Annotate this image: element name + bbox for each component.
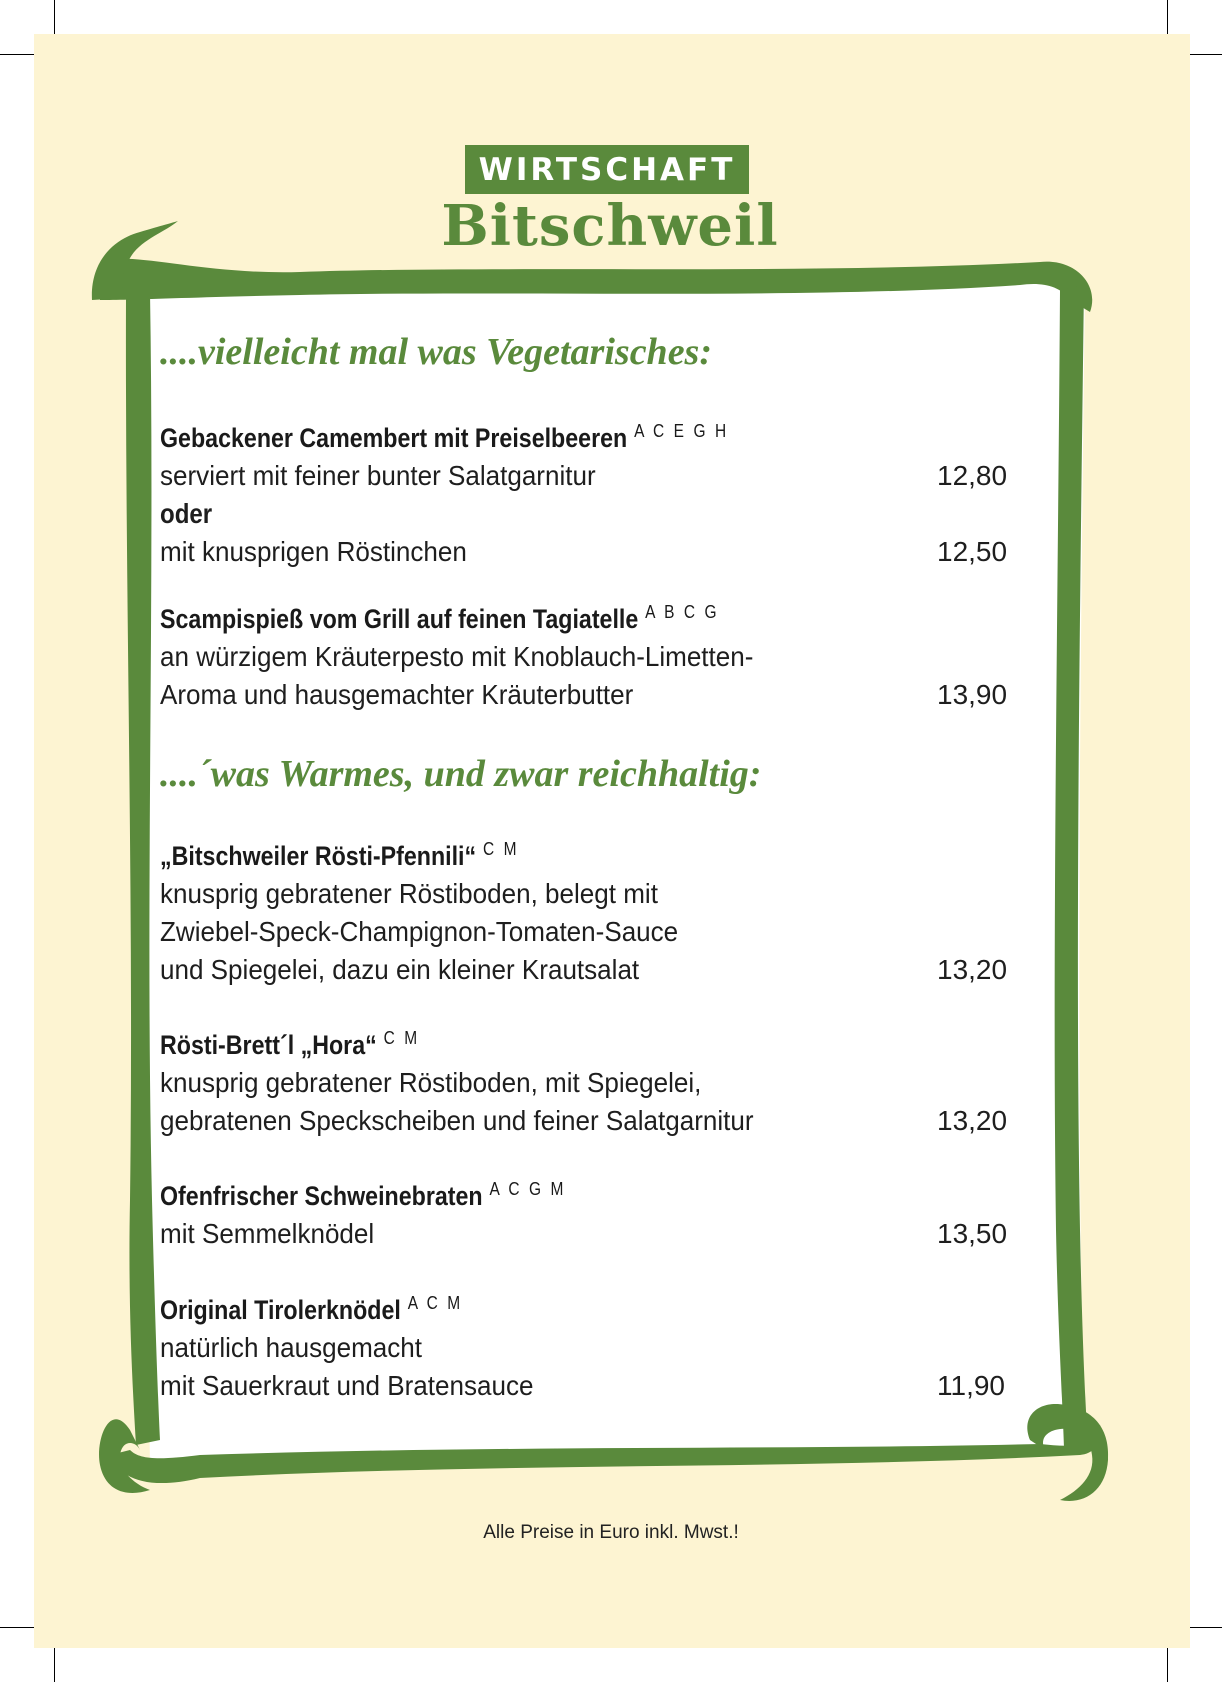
section-title-vegetarian: ....vielleicht mal was Vegetarisches: bbox=[160, 331, 713, 373]
menu-item-line bbox=[160, 638, 1020, 676]
menu-item-price: 13,20 bbox=[937, 954, 1008, 985]
menu-item-description: Aroma und hausgemachter Kräuterbutter bbox=[160, 679, 634, 710]
allergen-codes: A C E G H bbox=[634, 421, 729, 441]
menu-item-price: 11,90 bbox=[937, 1370, 1005, 1401]
price-footnote: Alle Preise in Euro inkl. Mwst.! bbox=[483, 1522, 739, 1543]
menu-item bbox=[160, 593, 1020, 714]
menu-item-title: „Bitschweiler Rösti-Pfennili“ bbox=[160, 841, 477, 871]
menu-item-name bbox=[160, 1284, 900, 1329]
menu-item-line bbox=[160, 913, 1020, 951]
allergen-codes: A B C G bbox=[645, 602, 720, 622]
menu-item-name bbox=[160, 1170, 900, 1215]
menu-item-title: Ofenfrischer Schweinebraten bbox=[160, 1181, 483, 1211]
menu-item-title: Scampispieß vom Grill auf feinen Tagiatelle bbox=[160, 604, 639, 634]
menu-item-line bbox=[160, 1102, 1020, 1140]
menu-item-description: mit Sauerkraut und Bratensauce bbox=[160, 1370, 534, 1401]
menu-item-line bbox=[160, 495, 1020, 533]
menu-item-description: mit knusprigen Röstinchen bbox=[160, 536, 467, 567]
menu-item-name bbox=[160, 593, 900, 638]
menu-item-line bbox=[160, 533, 1020, 571]
menu-item-price: 12,80 bbox=[937, 460, 1008, 491]
menu-item bbox=[160, 1284, 1020, 1405]
menu-item-description: mit Semmelknödel bbox=[160, 1218, 375, 1249]
menu-item bbox=[160, 412, 1020, 571]
menu-item-line bbox=[160, 1329, 1020, 1367]
menu-item-title: Original Tirolerknödel bbox=[160, 1295, 401, 1325]
menu-item-title: Rösti-Brett´l „Hora“ bbox=[160, 1030, 377, 1060]
menu-item-line bbox=[160, 457, 1020, 495]
menu-item-description: Zwiebel-Speck-Champignon-Tomaten-Sauce bbox=[160, 916, 679, 947]
menu-item-line bbox=[160, 1367, 1020, 1405]
menu-item-description: gebratenen Speckscheiben und feiner Salatgarnitur bbox=[160, 1105, 754, 1136]
menu-item-name bbox=[160, 412, 900, 457]
menu-item-alternative: oder bbox=[160, 498, 213, 529]
menu-item-line bbox=[160, 676, 1020, 714]
menu-item-price: 13,50 bbox=[937, 1218, 1008, 1249]
menu-item-description: natürlich hausgemacht bbox=[160, 1332, 423, 1363]
menu-item-price: 13,90 bbox=[937, 679, 1008, 710]
menu-item-name bbox=[160, 1019, 900, 1064]
menu-item bbox=[160, 1170, 1020, 1253]
menu-item-name bbox=[160, 830, 900, 875]
menu-item-line bbox=[160, 875, 1020, 913]
menu-item-price: 12,50 bbox=[937, 536, 1008, 567]
menu-item bbox=[160, 830, 1020, 989]
menu-item-description: an würzigem Kräuterpesto mit Knoblauch-Limetten- bbox=[160, 641, 754, 672]
menu-item-description: knusprig gebratener Röstiboden, belegt mit bbox=[160, 878, 658, 909]
menu-item-description: knusprig gebratener Röstiboden, mit Spiegelei, bbox=[160, 1067, 702, 1098]
menu-item-line bbox=[160, 1064, 1020, 1102]
allergen-codes: C M bbox=[482, 839, 520, 859]
allergen-codes: C M bbox=[383, 1028, 420, 1048]
menu-item-description: serviert mit feiner bunter Salatgarnitur bbox=[160, 460, 596, 491]
menu-item-price: 13,20 bbox=[937, 1105, 1008, 1136]
menu-item bbox=[160, 1019, 1020, 1140]
allergen-codes: A C G M bbox=[489, 1179, 567, 1199]
section-title-warm: ....´was Warmes, und zwar reichhaltig: bbox=[160, 753, 762, 795]
allergen-codes: A C M bbox=[407, 1293, 463, 1313]
menu-item-title: Gebackener Camembert mit Preiselbeeren bbox=[160, 423, 628, 453]
menu-item-description: und Spiegelei, dazu ein kleiner Krautsalat bbox=[160, 954, 640, 985]
menu-item-line bbox=[160, 1215, 1020, 1253]
logo-name: Bitschweil bbox=[441, 193, 779, 259]
logo-wordmark: WIRTSCHAFT bbox=[465, 145, 749, 194]
menu-item-line bbox=[160, 951, 1020, 989]
